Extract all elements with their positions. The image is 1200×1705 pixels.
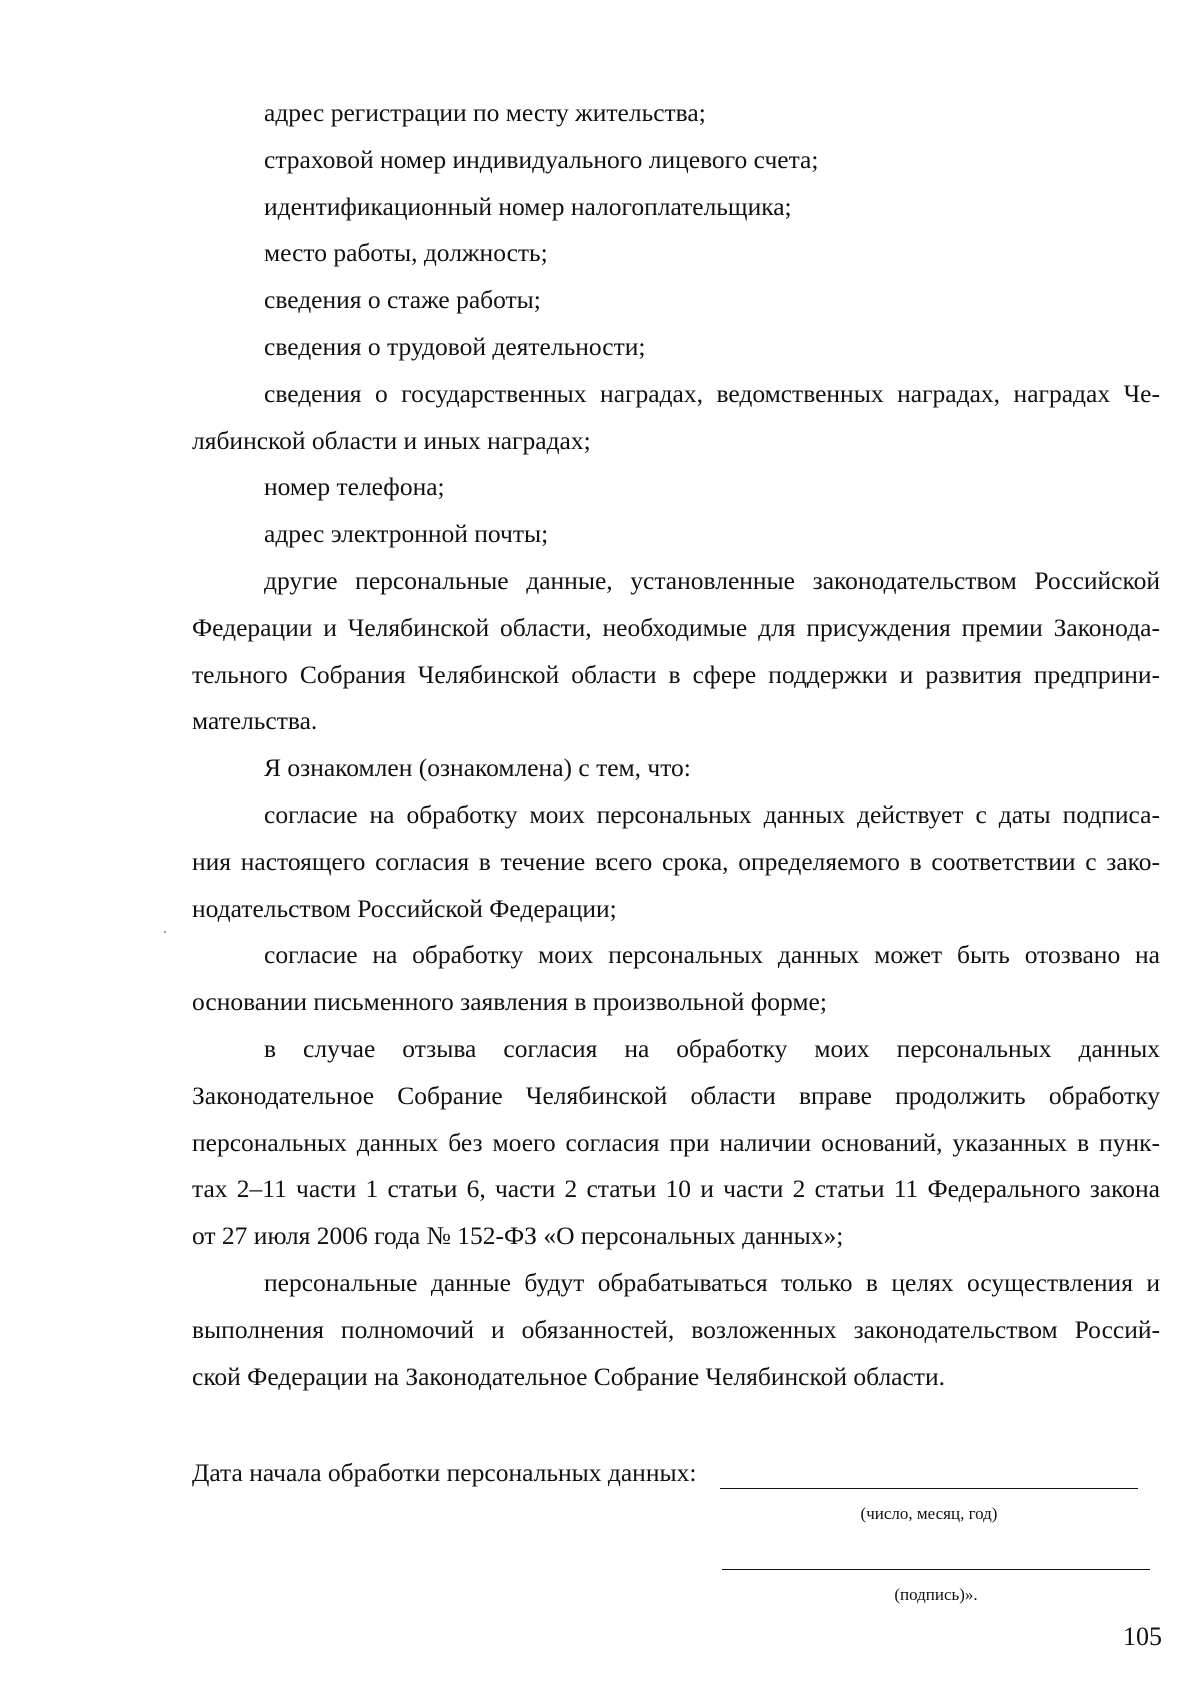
paragraph-line: согласие на обработку моих персональных данных действует с даты подписа- — [264, 799, 1160, 829]
paragraph-line: согласие на обработку моих персональных данных может быть отозвано на — [264, 940, 1160, 970]
paragraph-line: выполнения полномочий и обязанностей, возложенных законодательством Россий- — [192, 1314, 1160, 1344]
withdrawal-paragraph — [192, 1026, 1160, 1260]
list-item: сведения о стаже работы; — [264, 285, 541, 315]
paragraph-line: ния настоящего согласия в течение всего срока, определяемого в соответствии с зако- — [192, 846, 1160, 876]
purpose-paragraph — [192, 1260, 1160, 1400]
other-data-paragraph — [192, 558, 1160, 745]
paragraph-line: лябинской области и иных наградах; — [192, 425, 591, 455]
paragraph-line: от 27 июля 2006 года № 152-ФЗ «О персональных данных»; — [192, 1221, 844, 1251]
scan-speck — [164, 931, 166, 933]
paragraph-line: персональных данных без моего согласия при наличии оснований, указанных в пунк- — [192, 1127, 1160, 1157]
list-item: страховой номер индивидуального лицевого счета; — [264, 144, 819, 174]
paragraph-line: нодательством Российской Федерации; — [192, 893, 617, 923]
paragraph-line: в случае отзыва согласия на обработку моих персональных данных — [264, 1033, 1160, 1063]
list-item: адрес регистрации по месту жительства; — [264, 98, 706, 127]
validity-paragraph — [192, 792, 1160, 932]
list-item: сведения о трудовой деятельности; — [264, 331, 646, 361]
acknowledgement-heading: Я ознакомлен (ознакомлена) с тем, что: — [264, 753, 691, 783]
list-item: место работы, должность; — [264, 238, 548, 268]
list-item: адрес электронной почты; — [264, 519, 549, 549]
page-number: 105 — [1123, 1622, 1162, 1651]
paragraph-line: основании письменного заявления в произвольной форме; — [192, 987, 827, 1017]
paragraph-line: персональные данные будут обрабатываться только в целях осуществления и — [264, 1267, 1160, 1297]
paragraph-line: Законодательное Собрание Челябинской области вправе продолжить обработку — [192, 1080, 1160, 1110]
paragraph-line: другие персональные данные, установленные законодательством Российской — [264, 565, 1160, 595]
signature-caption: (подпись)». — [894, 1585, 978, 1604]
paragraph-line: тах 2–11 части 1 статьи 6, части 2 статьи 10 и части 2 статьи 11 Федерального закона — [192, 1174, 1160, 1204]
paragraph-line: ской Федерации на Законодательное Собрание Челябинской области. — [192, 1361, 945, 1391]
document-body — [192, 90, 1160, 1400]
paragraph-line: мательства. — [192, 706, 318, 736]
list-item: номер телефона; — [264, 472, 445, 502]
signature-blank-line[interactable] — [722, 1569, 1150, 1570]
paragraph-line: тельного Собрания Челябинской области в сфере поддержки и развития предприни- — [192, 659, 1160, 689]
list-item: идентификационный номер налогоплательщика; — [264, 191, 792, 221]
start-date-label: Дата начала обработки персональных данных: — [192, 1458, 697, 1487]
revocation-paragraph — [192, 932, 1160, 1026]
paragraph-line: сведения о государственных наградах, ведомственных наградах, наградах Че- — [264, 378, 1160, 408]
awards-paragraph — [192, 371, 1160, 465]
date-blank-line[interactable] — [720, 1488, 1138, 1489]
date-caption: (число, месяц, год) — [860, 1504, 998, 1523]
paragraph-line: Федерации и Челябинской области, необходимые для присуждения премии Законода- — [192, 612, 1160, 642]
